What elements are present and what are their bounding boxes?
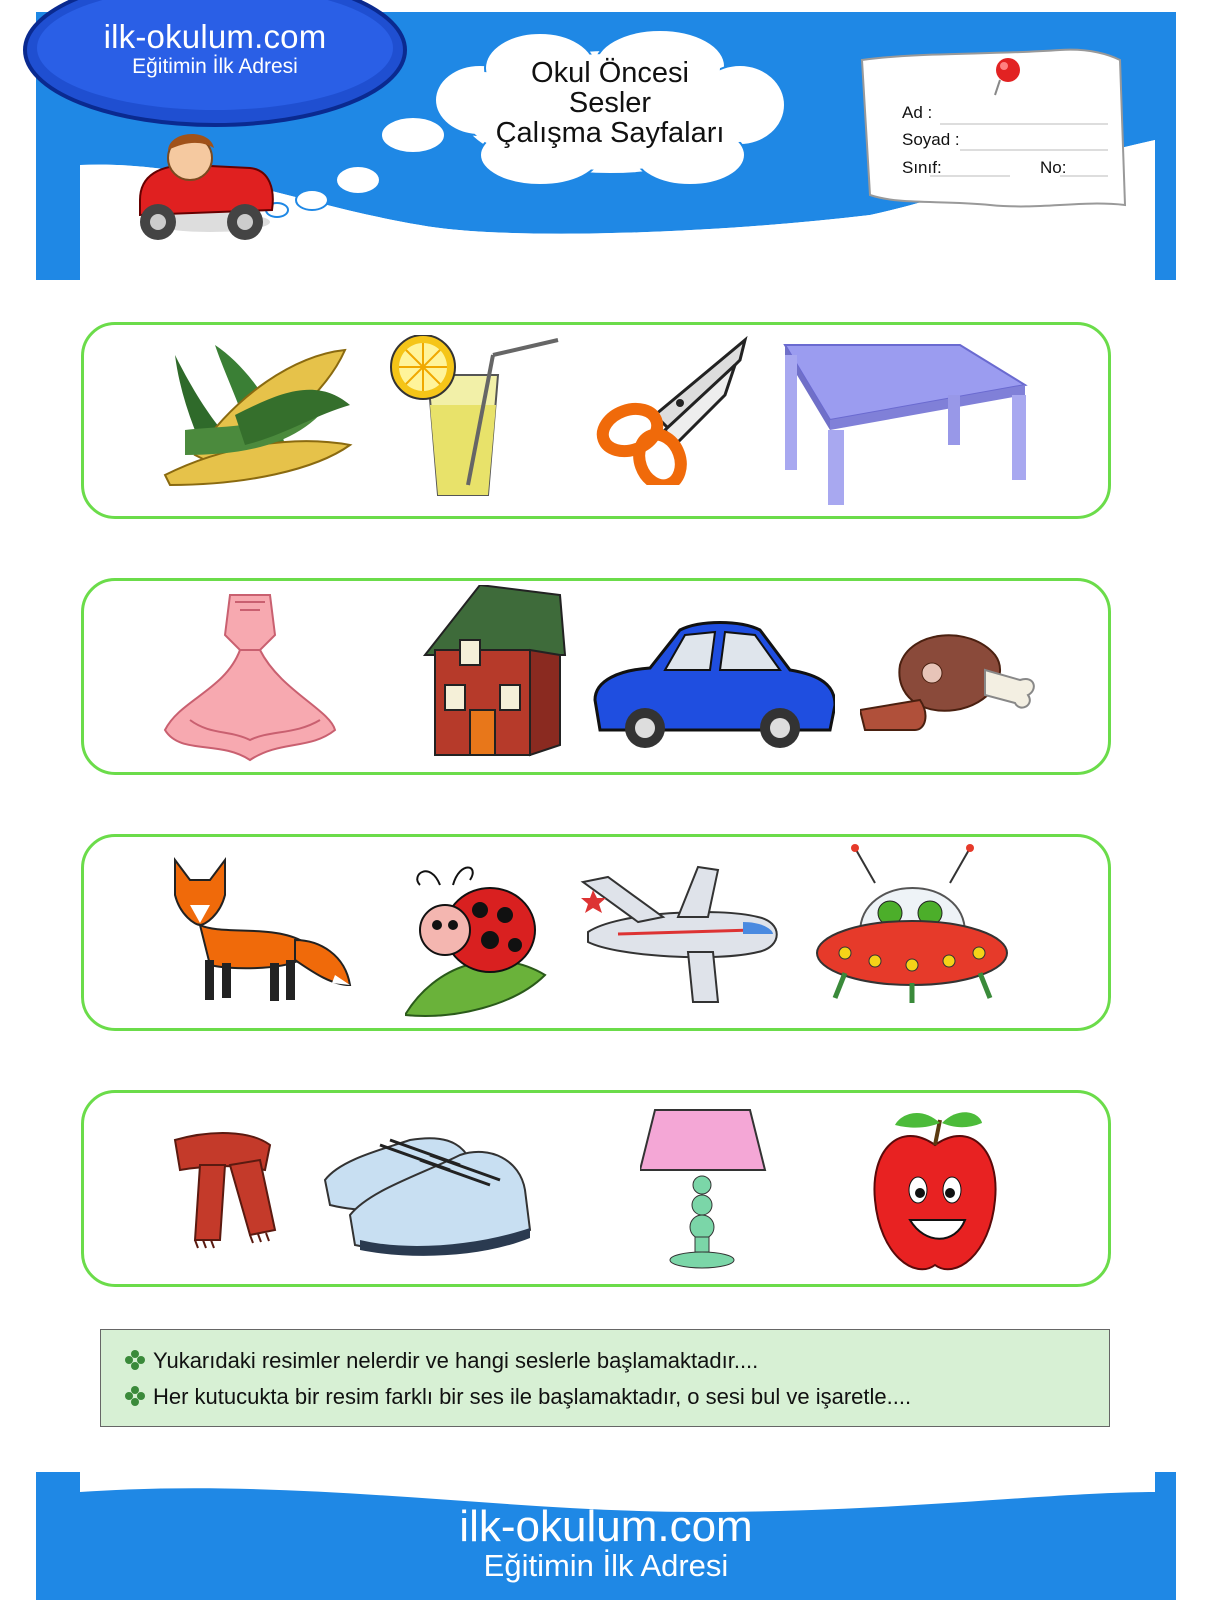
ladybug-icon[interactable] (405, 855, 550, 1020)
instruction-2 (123, 1384, 911, 1410)
instruction-1-text: Yukarıdaki resimler nelerdir ve hangi seslerle başlamaktadır.... (153, 1348, 759, 1373)
scissors-icon[interactable] (595, 335, 755, 485)
footer-tagline: Eğitimin İlk Adresi (483, 1548, 729, 1583)
lamp-icon[interactable] (640, 1105, 770, 1270)
airplane-icon[interactable] (578, 862, 788, 1007)
clover-icon (123, 1348, 147, 1372)
cloud-line-3: Çalışma Sayfaları (495, 117, 725, 149)
surname-label: Soyad : (902, 130, 960, 149)
instruction-2-text: Her kutucukta bir resim farklı bir ses ile başlamaktadır, o sesi bul ve işaretle.... (153, 1384, 912, 1409)
table-icon[interactable] (780, 340, 1030, 505)
house-icon[interactable] (420, 585, 570, 760)
ufo-icon[interactable] (815, 843, 1010, 1013)
scarf-icon[interactable] (170, 1130, 280, 1250)
clover-icon (123, 1384, 147, 1408)
lemonade-icon[interactable] (378, 335, 563, 500)
class-label: Sınıf: (902, 158, 942, 177)
name-label: Ad : (902, 103, 933, 122)
meat-icon[interactable] (860, 625, 1035, 735)
instructions-box (100, 1329, 1110, 1427)
instruction-1 (123, 1348, 758, 1374)
header-site-title: ilk-okulum.com (103, 18, 327, 55)
apple-icon[interactable] (870, 1105, 1000, 1280)
car-icon[interactable] (590, 620, 835, 750)
header-tagline: Eğitimin İlk Adresi (132, 55, 298, 78)
number-label: No: (1040, 158, 1067, 177)
fox-icon[interactable] (150, 855, 355, 1005)
dress-icon[interactable] (160, 590, 340, 765)
cloud-line-1: Okul Öncesi (531, 57, 689, 89)
footer-site-title: ilk-okulum.com (459, 1502, 753, 1551)
corn-icon[interactable] (155, 335, 355, 495)
cloud-line-2: Sesler (568, 87, 652, 119)
shoes-icon[interactable] (320, 1120, 535, 1260)
